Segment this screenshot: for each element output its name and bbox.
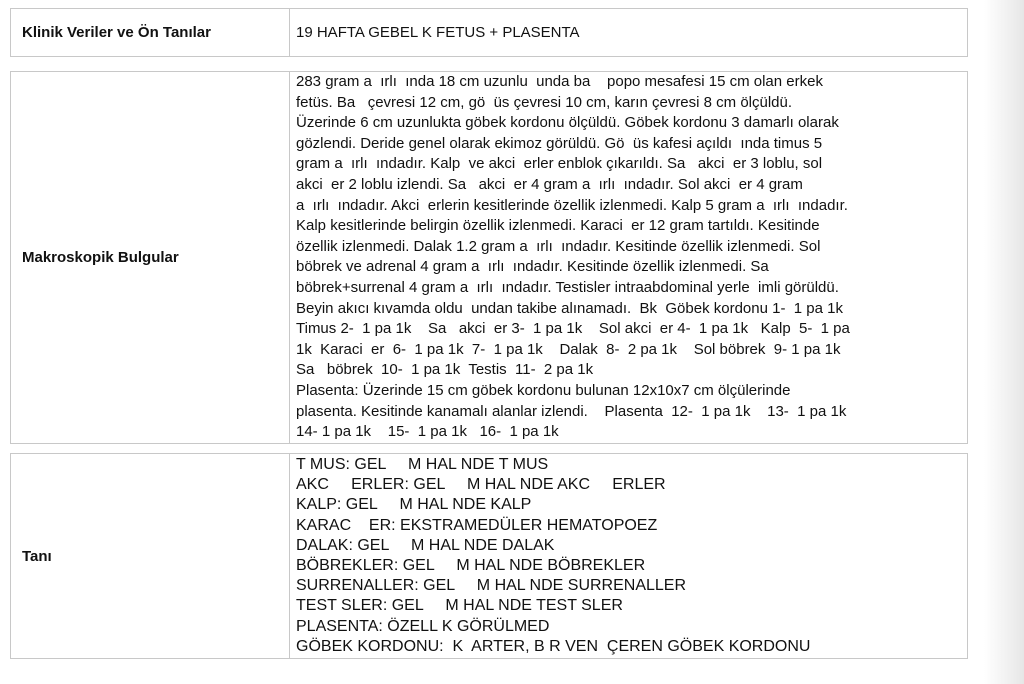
macroscopic-text-line: gram a ırlı ındadır. Kalp ve akci erler enblok çıkarıldı. Sa akci er 3 loblu, sol xyxy=(296,155,823,173)
macroscopic-text-line: böbrek+surrenal 4 gram a ırlı ındadır. Testisler intraabdominal yerle imli görüldü. xyxy=(296,278,839,296)
macroscopic-text-line: Kalp kesitlerinde belirgin özellik izlenmedi. Karaci er 12 gram tartıldı. Kesitinde xyxy=(296,217,820,235)
macroscopic-findings-text xyxy=(290,72,968,444)
macroscopic-text-line: a ırlı ındadır. Akci erlerin kesitlerinde özellik izlenmedi. Kalp 5 gram a ırlı ındadır. xyxy=(296,196,848,214)
macroscopic-text-line: plasenta. Kesitinde kanamalı alanlar izlendi. Plasenta 12- 1 pa 1k 13- 1 pa 1k xyxy=(296,402,847,420)
diagnosis-label: Tanı xyxy=(11,454,290,659)
clinical-data-label: Klinik Veriler ve Ön Tanılar xyxy=(11,9,290,57)
diagnosis-text-line: KALP: GEL M HAL NDE KALP xyxy=(296,496,532,514)
diagnosis-table xyxy=(10,453,968,659)
macroscopic-text-line: Beyin akıcı kıvamda oldu undan takibe alınamadı. Bk Göbek kordonu 1- 1 pa 1k xyxy=(296,299,843,317)
macroscopic-text-line: Sa böbrek 10- 1 pa 1k Testis 11- 2 pa 1k xyxy=(296,361,594,379)
diagnosis-text-line: TEST SLER: GEL M HAL NDE TEST SLER xyxy=(296,597,623,615)
diagnosis-text xyxy=(290,454,968,659)
macroscopic-text-line: böbrek ve adrenal 4 gram a ırlı ındadır. Kesitinde özellik izlenmedi. Sa xyxy=(296,258,769,276)
macroscopic-text-line: 14- 1 pa 1k 15- 1 pa 1k 16- 1 pa 1k xyxy=(296,423,559,441)
macroscopic-findings-label: Makroskopik Bulgular xyxy=(11,72,290,444)
macroscopic-text-line: gözlendi. Deride genel olarak ekimoz görüldü. Gö üs kafesi açıldı ında timus 5 xyxy=(296,134,823,152)
page-edge-shadow xyxy=(984,0,1024,684)
diagnosis-text-line: KARAC ER: EKSTRAMEDÜLER HEMATOPOEZ xyxy=(296,516,658,534)
macroscopic-findings-table xyxy=(10,71,968,444)
macroscopic-text-line: özellik izlenmedi. Dalak 1.2 gram a ırlı ındadır. Kesitinde özellik izlenmedi. Sol xyxy=(296,237,821,255)
diagnosis-text-line: BÖBREKLER: GEL M HAL NDE BÖBREKLER xyxy=(296,557,646,574)
macroscopic-text-line: 283 gram a ırlı ında 18 cm uzunlu unda ba popo mesafesi 15 cm olan erkek xyxy=(296,73,823,90)
diagnosis-text-line: PLASENTA: ÖZELL K GÖRÜLMED xyxy=(296,617,550,635)
macroscopic-text-line: Plasenta: Üzerinde 15 cm göbek kordonu bulunan 12x10x7 cm ölçülerinde xyxy=(296,381,791,399)
diagnosis-text-line: GÖBEK KORDONU: K ARTER, B R VEN ÇEREN GÖBEK KORDONU xyxy=(296,637,811,655)
clinical-data-value: 19 HAFTA GEBEL K FETUS + PLASENTA xyxy=(290,9,968,57)
macroscopic-text-line: fetüs. Ba çevresi 12 cm, gö üs çevresi 10 cm, karın çevresi 8 cm ölçüldü. xyxy=(296,93,793,111)
diagnosis-text-line: SURRENALLER: GEL M HAL NDE SURRENALLER xyxy=(296,577,687,595)
macroscopic-text-line: akci er 2 loblu izlendi. Sa akci er 4 gram a ırlı ındadır. Sol akci er 4 gram xyxy=(296,175,803,193)
diagnosis-text-line: T MUS: GEL M HAL NDE T MUS xyxy=(296,455,549,473)
macroscopic-text-line: 1k Karaci er 6- 1 pa 1k 7- 1 pa 1k Dalak 8- 2 pa 1k Sol böbrek 9- 1 pa 1k xyxy=(296,340,841,358)
macroscopic-text-line: Üzerinde 6 cm uzunlukta göbek kordonu ölçüldü. Göbek kordonu 3 damarlı olarak xyxy=(296,114,839,132)
diagnosis-text-line: AKC ERLER: GEL M HAL NDE AKC ERLER xyxy=(296,476,666,494)
clinical-data-table xyxy=(10,8,968,57)
macroscopic-text-line: Timus 2- 1 pa 1k Sa akci er 3- 1 pa 1k Sol akci er 4- 1 pa 1k Kalp 5- 1 pa xyxy=(296,320,850,338)
diagnosis-text-line: DALAK: GEL M HAL NDE DALAK xyxy=(296,536,555,554)
